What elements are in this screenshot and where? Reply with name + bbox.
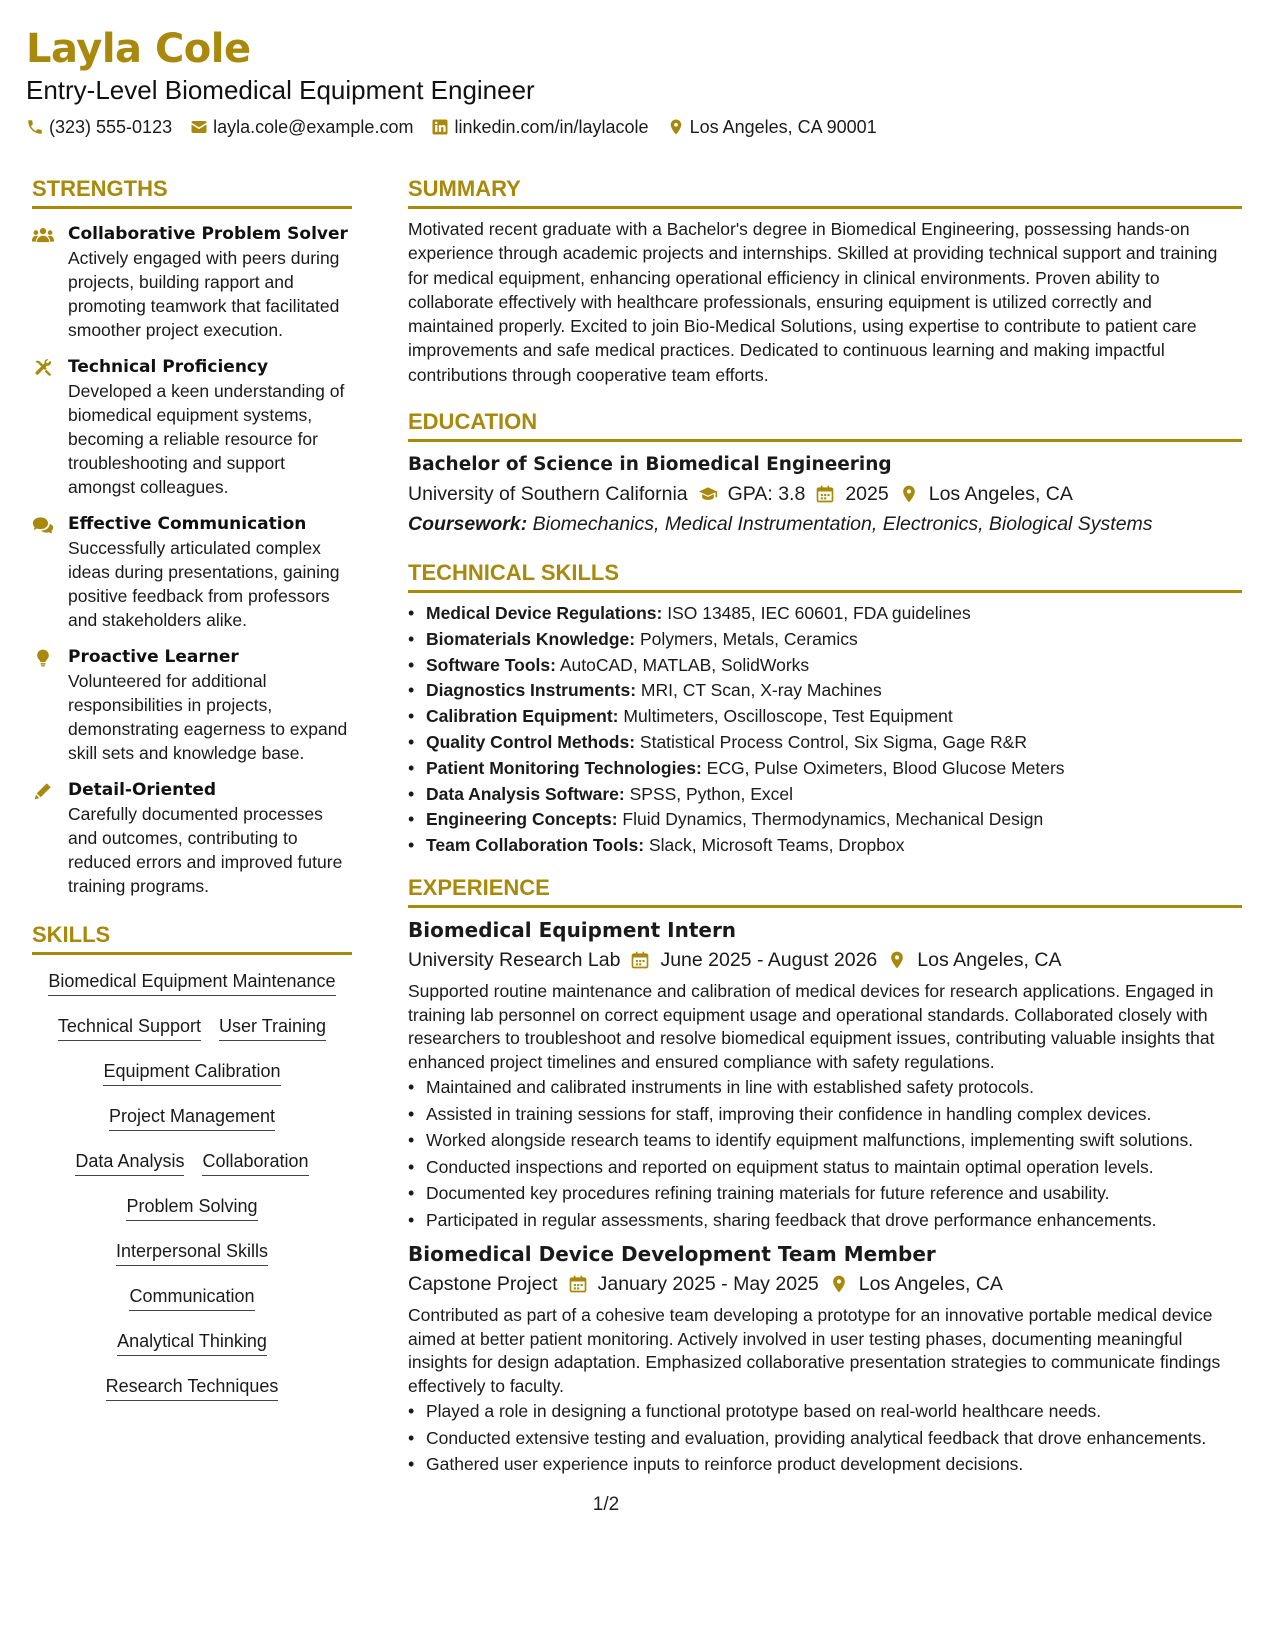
job-org: University Research Lab: [408, 949, 621, 972]
school-location: Los Angeles, CA: [928, 483, 1073, 506]
skill-tag: Research Techniques: [106, 1374, 279, 1401]
skills-list: [32, 969, 352, 1401]
skill-tag: Data Analysis: [75, 1149, 184, 1176]
strength-title: Detail-Oriented: [68, 780, 217, 800]
job-location: Los Angeles, CA: [858, 1273, 1003, 1296]
coursework-text: Biomechanics, Medical Instrumentation, Electronics, Biological Systems: [532, 513, 1153, 536]
strength-desc: Successfully articulated complex ideas during presentations, gaining positive feedback from professors and stakeholders alike.: [68, 538, 340, 630]
candidate-headline: Entry-Level Biomedical Equipment Engineer: [26, 75, 535, 105]
skill-row: [32, 1149, 352, 1176]
calendar-icon: [568, 1274, 588, 1294]
graduation-cap-icon: [698, 484, 718, 504]
skill-value: Slack, Microsoft Teams, Dropbox: [648, 835, 905, 856]
school-name: University of Southern California: [408, 483, 688, 506]
job-meta: [408, 1270, 1242, 1298]
skill-row: [32, 1239, 352, 1266]
degree-title: Bachelor of Science in Biomedical Engineering: [408, 454, 892, 476]
users-icon: [32, 223, 54, 342]
strength-title: Collaborative Problem Solver: [68, 224, 348, 244]
list-item: • Conducted extensive testing and evaluation, providing analytical feedback that drove enhancements.: [408, 1427, 1242, 1451]
calendar-icon: [815, 484, 835, 504]
skills-heading: SKILLS: [32, 922, 352, 955]
strength-item: [32, 223, 352, 342]
job-title: Biomedical Equipment Intern: [408, 918, 737, 943]
strength-item: [32, 779, 352, 898]
contact-phone: [26, 116, 172, 138]
skill-row: [32, 1374, 352, 1401]
list-item: [408, 730, 1242, 756]
list-item: • Participated in regular assessments, sharing feedback that drove performance enhancements.: [408, 1209, 1242, 1233]
summary-text: Motivated recent graduate with a Bachelor's degree in Biomedical Engineering, possessing hands-on experience through academic projects and internships. Skilled at providing technical support and training for medical equipment, enhancing operational efficiency in clinical environments. Proven ability to collaborate effectively with healthcare professionals, ensuring equipment is utilized correctly and maintained properly. Excited to join Bio-Medical Solutions, using expertise to contribute to patient care improvements and safe medical practices. Dedicated to continuous learning and making impactful contributions through cooperative team efforts.: [408, 219, 1218, 385]
skill-row: [32, 1329, 352, 1356]
calendar-icon: [630, 950, 650, 970]
contact-linkedin[interactable]: [431, 116, 648, 138]
tools-icon: [32, 356, 54, 499]
skill-label: Quality Control Methods:: [426, 732, 636, 753]
comments-icon: [32, 513, 54, 632]
strength-desc: Actively engaged with peers during projects, building rapport and promoting teamwork that facilitated smoother project execution.: [68, 248, 340, 340]
gpa-text: GPA: 3.8: [727, 483, 806, 506]
map-marker-icon: [887, 950, 907, 970]
skill-tag: Project Management: [109, 1104, 275, 1131]
job-entry: [408, 1240, 1242, 1477]
list-item: [408, 601, 1242, 627]
technical-skills-section: [408, 560, 1242, 859]
list-item: • Gathered user experience inputs to reinforce product development decisions.: [408, 1453, 1242, 1477]
skill-label: Engineering Concepts:: [426, 809, 618, 830]
list-item: • Played a role in designing a functional prototype based on real-world healthcare needs.: [408, 1400, 1242, 1424]
skill-value: ECG, Pulse Oximeters, Blood Glucose Meters: [706, 757, 1065, 778]
experience-heading: EXPERIENCE: [408, 875, 1242, 908]
skill-tag: Biomedical Equipment Maintenance: [48, 969, 335, 996]
envelope-icon: [190, 118, 208, 136]
strength-title: Technical Proficiency: [68, 357, 269, 377]
strength-title: Effective Communication: [68, 514, 307, 534]
skill-label: Medical Device Regulations:: [426, 603, 663, 624]
list-item: • Maintained and calibrated instruments in line with established safety protocols.: [408, 1076, 1242, 1100]
list-item: [408, 756, 1242, 782]
experience-section: [408, 875, 1242, 1477]
location-text: Los Angeles, CA 90001: [689, 117, 877, 137]
list-item: [408, 678, 1242, 704]
skill-row: [32, 1059, 352, 1086]
right-column: [408, 176, 1242, 1480]
skill-row: [32, 1104, 352, 1131]
resume-header: [26, 26, 1246, 138]
strength-item: [32, 356, 352, 499]
list-item: • Worked alongside research teams to identify equipment malfunctions, implementing swift solutions.: [408, 1129, 1242, 1153]
job-dates: June 2025 - August 2026: [660, 949, 878, 972]
education-meta: [408, 480, 1242, 508]
list-item: • Documented key procedures refining training materials for future reference and usability.: [408, 1182, 1242, 1206]
skill-value: SPSS, Python, Excel: [629, 783, 794, 804]
strength-desc: Developed a keen understanding of biomedical equipment systems, becoming a reliable resource for troubleshooting and support amongst colleagues.: [68, 381, 345, 497]
skill-label: Team Collaboration Tools:: [426, 835, 645, 856]
email-text[interactable]: layla.cole@example.com: [213, 117, 414, 137]
job-description: Contributed as part of a cohesive team developing a prototype for an innovative portable medical device aimed at better patient monitoring. Actively involved in user testing phases, documenting meaningful insights for design adaptation. Emphasized collaborative presentation strategies to communicate findings effectively to faculty.: [408, 1305, 1221, 1396]
left-column: [32, 176, 352, 1419]
education-section: [408, 409, 1242, 538]
list-item: [408, 653, 1242, 679]
list-item: [408, 704, 1242, 730]
list-item: [408, 833, 1242, 859]
job-dates: January 2025 - May 2025: [597, 1273, 819, 1296]
skill-tag: Communication: [129, 1284, 254, 1311]
phone-icon: [26, 118, 44, 136]
list-item: [408, 782, 1242, 808]
strength-item: [32, 646, 352, 765]
skill-value: ISO 13485, IEC 60601, FDA guidelines: [667, 603, 971, 624]
skill-row: [32, 1014, 352, 1041]
linkedin-text[interactable]: linkedin.com/in/laylacole: [454, 117, 649, 137]
job-entry: [408, 916, 1242, 1232]
job-bullets: [408, 1400, 1242, 1477]
map-marker-icon: [667, 118, 685, 136]
job-org: Capstone Project: [408, 1273, 558, 1296]
contact-location: [667, 116, 877, 138]
skill-label: Data Analysis Software:: [426, 783, 625, 804]
list-item: [408, 627, 1242, 653]
strength-desc: Volunteered for additional responsibilities in projects, demonstrating eagerness to expand skill sets and knowledge base.: [68, 671, 348, 763]
list-item: • Conducted inspections and reported on equipment status to maintain optimal operation levels.: [408, 1156, 1242, 1180]
skill-label: Biomaterials Knowledge:: [426, 628, 636, 649]
job-description: Supported routine maintenance and calibration of medical devices for research applications. Engaged in training lab personnel on correct equipment usage and operational standards. Collaborated closely with researchers to troubleshoot and resolve biomedical equipment issues, contributing valuable insights that enhanced project timelines and ensured compliance with safety regulations.: [408, 981, 1215, 1072]
skill-value: MRI, CT Scan, X-ray Machines: [640, 680, 882, 701]
technical-skills-list: [408, 601, 1242, 859]
skill-label: Calibration Equipment:: [426, 706, 619, 727]
skill-tag: Collaboration: [202, 1149, 308, 1176]
candidate-name: Layla Cole: [26, 26, 251, 72]
skill-tag: Technical Support: [58, 1014, 201, 1041]
skill-row: [32, 1194, 352, 1221]
skill-tag: Analytical Thinking: [117, 1329, 267, 1356]
map-marker-icon: [899, 484, 919, 504]
skill-value: AutoCAD, MATLAB, SolidWorks: [559, 654, 810, 675]
technical-skills-heading: TECHNICAL SKILLS: [408, 560, 1242, 593]
coursework-label: Coursework:: [408, 513, 528, 536]
coursework-line: [408, 510, 1242, 538]
job-bullets: [408, 1076, 1242, 1232]
list-item: • Assisted in training sessions for staff, improving their confidence in handling complex devices.: [408, 1103, 1242, 1127]
skill-row: [32, 969, 352, 996]
graduation-year: 2025: [845, 483, 889, 506]
phone-text: (323) 555-0123: [49, 117, 173, 137]
list-item: [408, 807, 1242, 833]
skill-tag: Problem Solving: [126, 1194, 257, 1221]
skill-tag: User Training: [219, 1014, 326, 1041]
skill-label: Patient Monitoring Technologies:: [426, 757, 702, 778]
linkedin-icon: [431, 118, 449, 136]
strength-title: Proactive Learner: [68, 647, 239, 667]
page-number: 1/2: [592, 1494, 620, 1515]
job-meta: [408, 946, 1242, 974]
skill-label: Software Tools:: [426, 654, 556, 675]
education-heading: EDUCATION: [408, 409, 1242, 442]
map-marker-icon: [829, 1274, 849, 1294]
lightbulb-icon: [32, 646, 54, 765]
skill-row: [32, 1284, 352, 1311]
pencil-icon: [32, 779, 54, 898]
summary-heading: SUMMARY: [408, 176, 1242, 209]
strength-desc: Carefully documented processes and outcomes, contributing to reduced errors and improved future training programs.: [68, 804, 343, 896]
skill-value: Fluid Dynamics, Thermodynamics, Mechanical Design: [622, 809, 1044, 830]
contact-email[interactable]: [190, 116, 413, 138]
skill-value: Statistical Process Control, Six Sigma, Gage R&R: [639, 732, 1027, 753]
strength-item: [32, 513, 352, 632]
job-location: Los Angeles, CA: [917, 949, 1062, 972]
skill-value: Polymers, Metals, Ceramics: [639, 628, 858, 649]
strengths-heading: STRENGTHS: [32, 176, 352, 209]
skill-tag: Equipment Calibration: [103, 1059, 280, 1086]
job-title: Biomedical Device Development Team Member: [408, 1242, 936, 1267]
skill-tag: Interpersonal Skills: [116, 1239, 268, 1266]
skill-label: Diagnostics Instruments:: [426, 680, 637, 701]
contact-bar: [26, 116, 1246, 138]
skill-value: Multimeters, Oscilloscope, Test Equipment: [623, 706, 953, 727]
